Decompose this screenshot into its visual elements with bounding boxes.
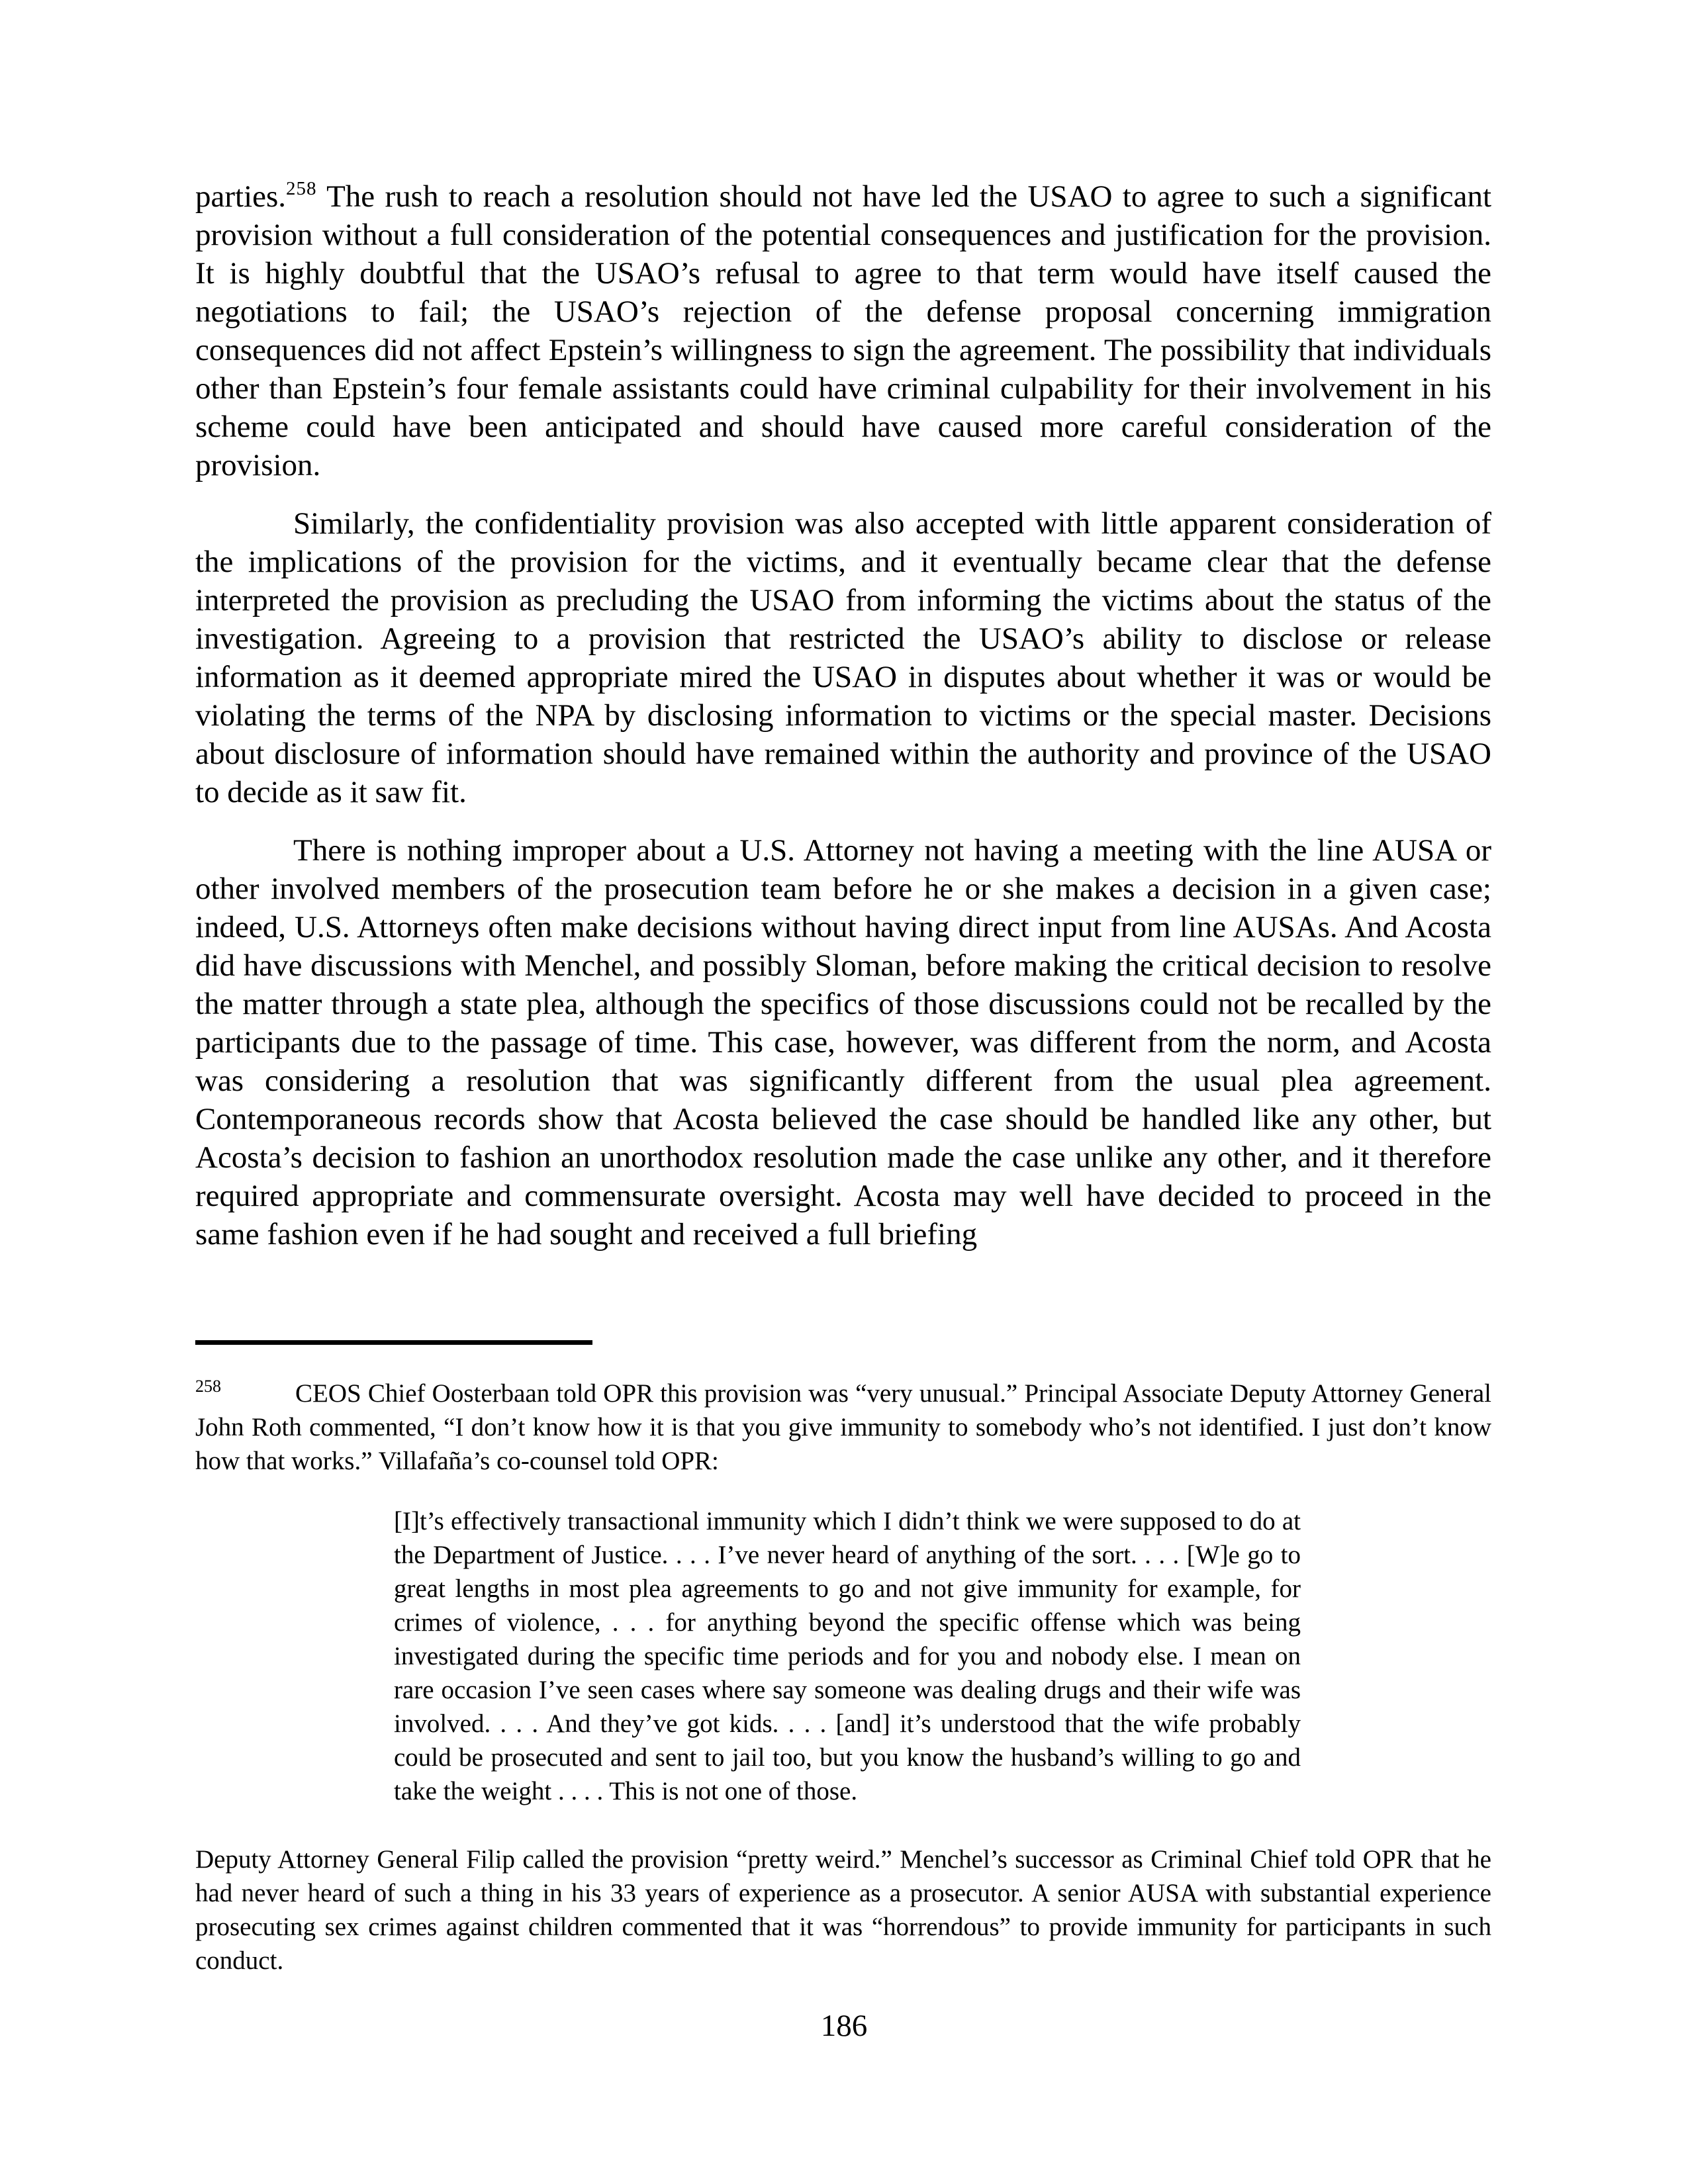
footnote-continuation: Deputy Attorney General Filip called the provision “pretty weird.” Menchel’s successor as Criminal Chief told OPR that he had never heard of such a thing in his 33 years of experience as a prosecutor. A senior AUSA with substantial experience prosecuting sex crimes against children commented that it was “horrendous” to provide immunity for participants in such conduct.	[195, 1845, 1491, 1975]
paragraph-1-lead: parties.	[195, 179, 287, 214]
paragraph-2: Similarly, the confidentiality provision was also accepted with little apparent consideration of the implications of the provision for the victims, and it eventually became clear that the defense interpreted the provision as precluding the USAO from informing the victims about the status of the investigation. Agreeing to a provision that restricted the USAO’s ability to disclose or release information as it deemed appropriate mired the USAO in disputes about whether it was or would be violating the terms of the NPA by disclosing information to victims or the special master. Decisions about disclosure of information should have remained within the authority and province of the USAO to decide as it saw fit.	[195, 506, 1491, 809]
footnote-block	[195, 1340, 1491, 1978]
footnote-reference-258: 258	[286, 178, 317, 199]
paragraph-1	[195, 177, 1491, 484]
footnote-blockquote: [I]t’s effectively transactional immunity which I didn’t think we were supposed to do at the Department of Justice. . . . I’ve never heard of anything of the sort. . . . [W]e go to great lengths in most plea agreements to go and not give immunity for example, for crimes of violence, . . . for anything beyond the specific offense which was being investigated during the specific time periods and for you and nobody else. I mean on rare occasion I’ve seen cases where say someone was dealing drugs and their wife was involved. . . . And they’ve got kids. . . . [and] it’s understood that the wife probably could be prosecuted and sent to jail too, but you know the husband’s willing to go and take the weight . . . . This is not one of those.	[394, 1507, 1301, 1805]
footnote-intro-text: CEOS Chief Oosterbaan told OPR this provision was “very unusual.” Principal Associate Deputy Attorney General John Roth commented, “I don’t know how it is that you give immunity to somebody who’s not identified. I just don’t know how that works.” Villafaña’s co-counsel told OPR:	[195, 1379, 1491, 1475]
footnote-intro	[195, 1377, 1491, 1478]
footnote-separator	[195, 1340, 592, 1345]
footnote-marker: 258	[195, 1377, 221, 1396]
paragraph-3: There is nothing improper about a U.S. Attorney not having a meeting with the line AUSA or other involved members of the prosecution team before he or she makes a decision in a given case; indeed, U.S. Attorneys often make decisions without having direct input from line AUSAs. And Acosta did have discussions with Menchel, and possibly Sloman, before making the critical decision to resolve the matter through a state plea, although the specifics of those discussions could not be recalled by the participants due to the passage of time. This case, however, was different from the norm, and Acosta was considering a resolution that was significantly different from the usual plea agreement. Contemporaneous records show that Acosta believed the case should be handled like any other, but Acosta’s decision to fashion an unorthodox resolution made the case unlike any other, and it therefore required appropriate and commensurate oversight. Acosta may well have decided to proceed in the same fashion even if he had sought and received a full briefing	[195, 833, 1491, 1251]
paragraph-1-text: The rush to reach a resolution should not have led the USAO to agree to such a significant provision without a full consideration of the potential consequences and justification for the provision. It is highly doubtful that the USAO’s refusal to agree to that term would have itself caused the negotiations to fail; the USAO’s rejection of the defense proposal concerning immigration consequences did not affect Epstein’s willingness to sign the agreement. The possibility that individuals other than Epstein’s four female assistants could have criminal culpability for their involvement in his scheme could have been anticipated and should have caused more careful consideration of the provision.	[195, 179, 1491, 482]
main-text	[195, 177, 1491, 1273]
page-number: 186	[820, 2009, 868, 2043]
